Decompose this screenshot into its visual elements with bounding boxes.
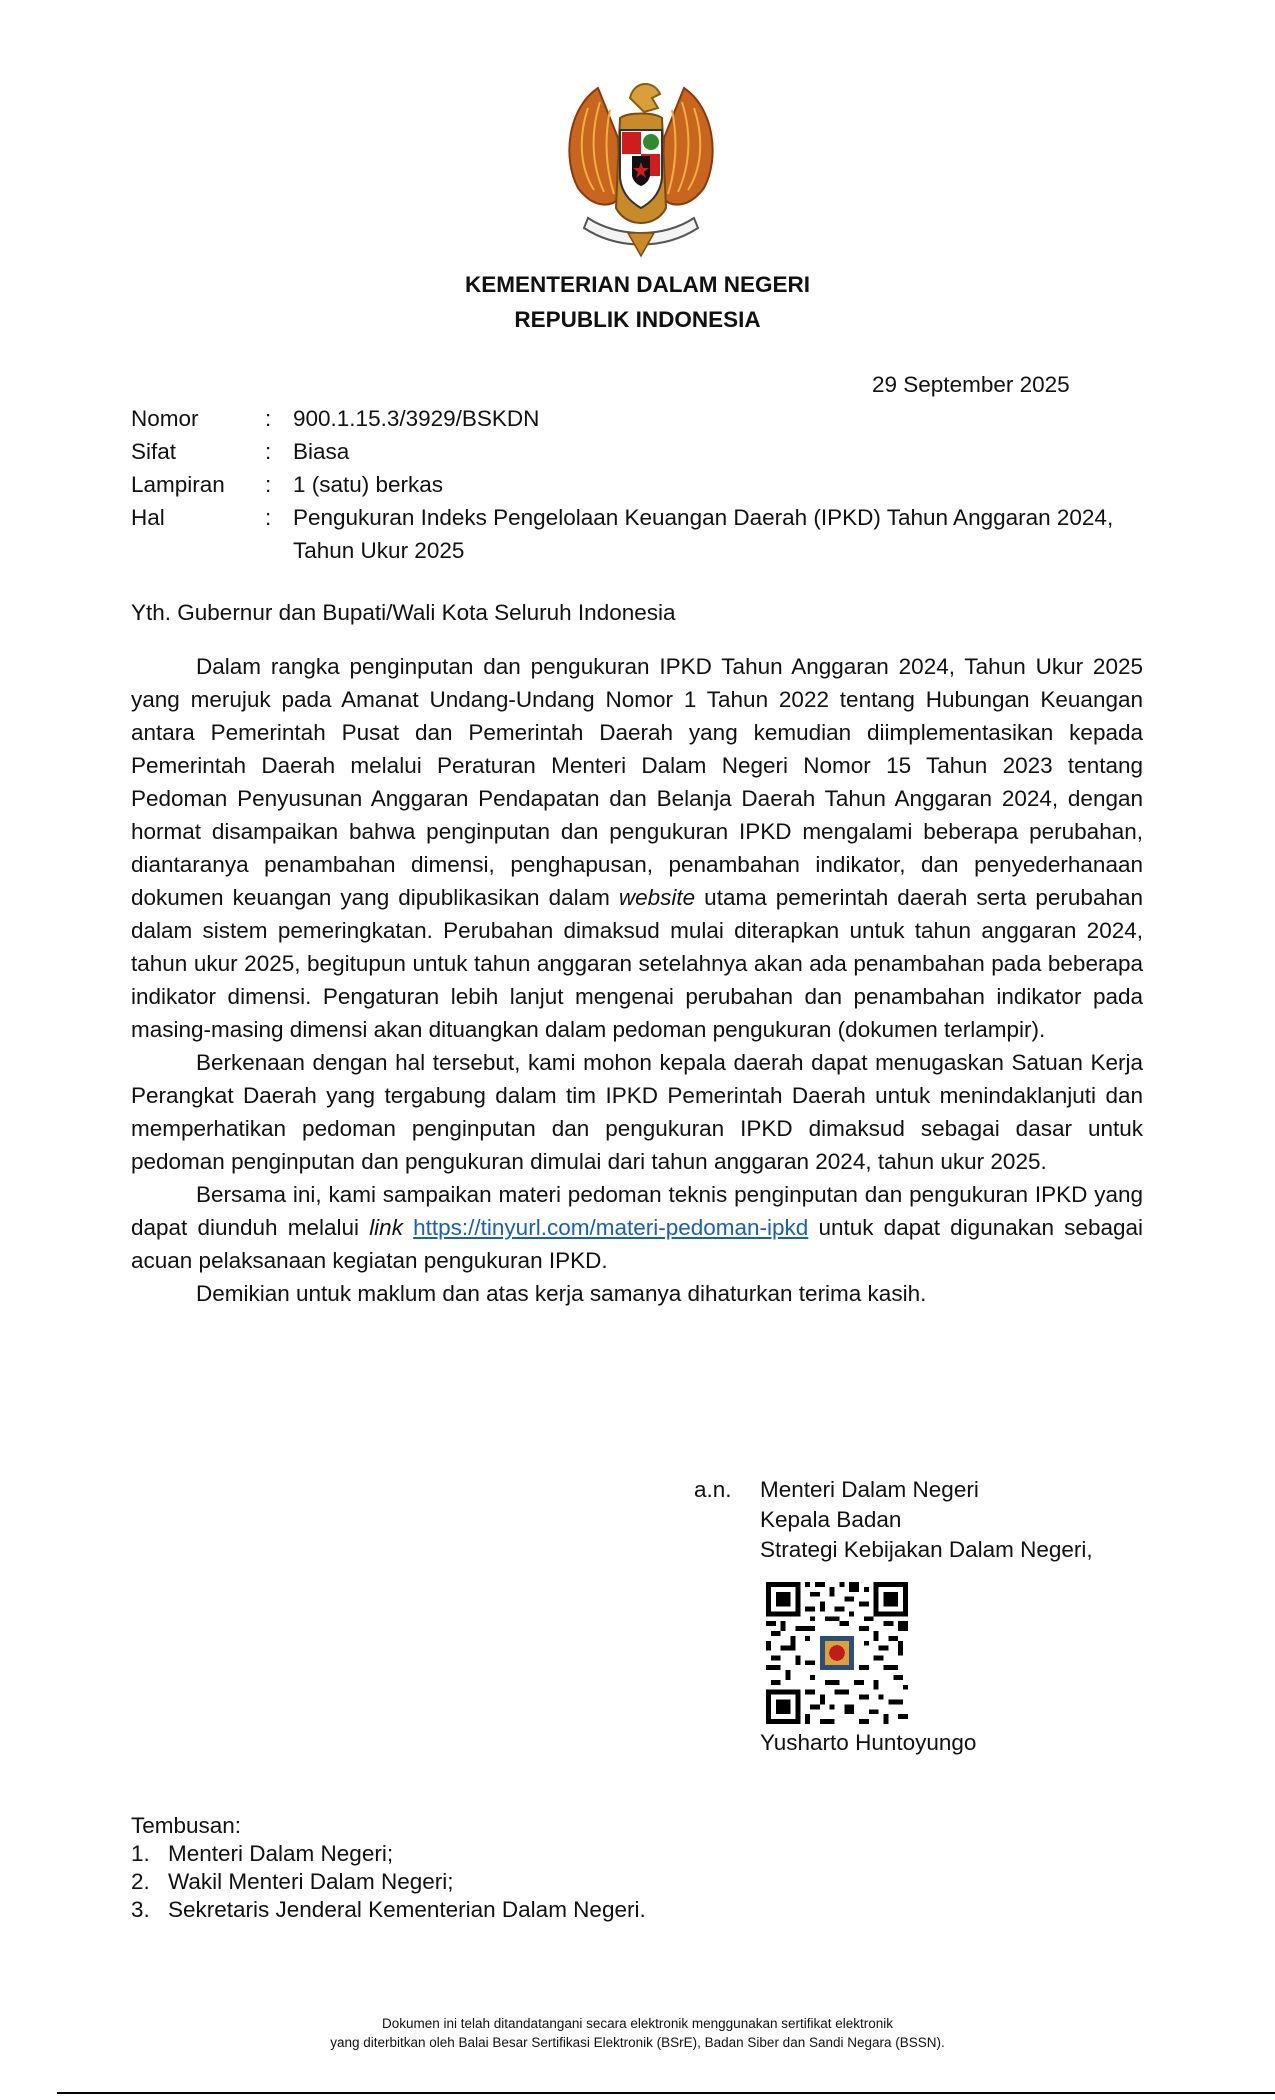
meta-row-sifat [131, 435, 1143, 468]
paragraph-text: Bersama ini, kami sampaikan materi pedoman teknis penginputan dan pengukuran IPKD yang dapat diunduh melalui [131, 1182, 1143, 1240]
ministry-name: KEMENTERIAN DALAM NEGERI [464, 272, 810, 297]
tembusan-section [131, 1812, 646, 1924]
meta-value: 1 (satu) berkas [293, 472, 444, 497]
garuda-emblem-icon [548, 68, 734, 258]
signature-line-3: Strategi Kebijakan Dalam Negeri, [760, 1537, 1093, 1562]
list-item [131, 1868, 646, 1896]
tembusan-list [131, 1840, 646, 1924]
meta-label: Nomor [131, 406, 199, 431]
tembusan-title: Tembusan: [131, 1813, 242, 1838]
meta-colon: : [265, 472, 272, 497]
list-number: 1. [131, 1841, 150, 1866]
meta-row-nomor [131, 402, 1143, 435]
paragraph-3 [131, 1178, 1143, 1277]
country-name: REPUBLIK INDONESIA [514, 307, 761, 332]
list-text: Sekretaris Jenderal Kementerian Dalam Negeri. [168, 1897, 646, 1922]
paragraph-text: utama pemerintah daerah serta perubahan dalam sistem pemeringkatan. Perubahan dimaksud mulai diterapkan untuk tahun anggaran 2024, tahun ukur 2025, begitupun untuk tahun anggaran setelahnya akan ada penambahan pada beberapa indikator dimensi. Pengaturan lebih lanjut mengenai perubahan dan penambahan indikator pada masing-masing dimensi akan dituangkan dalam pedoman pengukuran (dokumen terlampir). [131, 885, 1143, 1042]
meta-value: 900.1.15.3/3929/BSKDN [293, 406, 540, 431]
list-item [131, 1896, 646, 1924]
e-signature-notice [0, 2014, 1275, 2052]
list-text: Menteri Dalam Negeri; [168, 1841, 394, 1866]
footer-divider [57, 2092, 1275, 2094]
footer-line-2: yang diterbitkan oleh Balai Besar Sertifikasi Elektronik (BSrE), Badan Siber dan Sandi Negara (BSSN). [330, 2035, 945, 2050]
addressee: Yth. Gubernur dan Bupati/Wali Kota Seluruh Indonesia [131, 600, 676, 625]
letter-meta [131, 402, 1143, 567]
signature-line-1: Menteri Dalam Negeri [760, 1477, 979, 1502]
list-text: Wakil Menteri Dalam Negeri; [168, 1869, 454, 1894]
materials-link[interactable]: https://tinyurl.com/materi-pedoman-ipkd [413, 1215, 809, 1240]
meta-value: Biasa [293, 439, 350, 464]
letter-date: 29 September 2025 [872, 372, 1070, 397]
qr-code-icon [766, 1582, 908, 1724]
list-number: 3. [131, 1897, 150, 1922]
meta-label: Hal [131, 505, 165, 530]
list-number: 2. [131, 1869, 150, 1894]
signature-line-2: Kepala Badan [760, 1507, 902, 1532]
paragraph-2: Berkenaan dengan hal tersebut, kami mohon kepala daerah dapat menugaskan Satuan Kerja Perangkat Daerah yang tergabung dalam tim IPKD Pemerintah Daerah untuk menindaklanjuti dan memperhatikan pedoman penginputan dan pengukuran IPKD dimaksud sebagai dasar untuk pedoman penginputan dan pengukuran dimulai dari tahun anggaran 2024, tahun ukur 2025. [131, 1050, 1143, 1174]
meta-row-lampiran [131, 468, 1143, 501]
signer-name: Yusharto Huntoyungo [760, 1730, 977, 1755]
paragraph-1 [131, 650, 1143, 1046]
paragraph-text: Dalam rangka penginputan dan pengukuran IPKD Tahun Anggaran 2024, Tahun Ukur 2025 yang merujuk pada Amanat Undang-Undang Nomor 1 Tahun 2022 tentang Hubungan Keuangan antara Pemerintah Pusat dan Pemerintah Daerah yang kemudian diimplementasikan kepada Pemerintah Daerah melalui Peraturan Menteri Dalam Negeri Nomor 15 Tahun 2023 tentang Pedoman Penyusunan Anggaran Pendapatan dan Belanja Daerah Tahun Anggaran 2024, dengan hormat disampaikan bahwa penginputan dan pengukuran IPKD mengalami beberapa perubahan, diantaranya penambahan dimensi, penghapusan, penambahan indikator, dan penyederhanaan dokumen keuangan yang dipublikasikan dalam [131, 654, 1143, 910]
italic-term: link [369, 1215, 403, 1240]
italic-term: website [618, 885, 696, 910]
signature-an: a.n. [694, 1477, 732, 1502]
meta-value: Pengukuran Indeks Pengelolaan Keuangan Daerah (IPKD) Tahun Anggaran 2024, Tahun Ukur 2025 [293, 505, 1114, 563]
footer-line-1: Dokumen ini telah ditandatangani secara elektronik menggunakan sertifikat elektronik [381, 2016, 894, 2031]
meta-colon: : [265, 439, 272, 464]
meta-row-hal [131, 501, 1143, 567]
meta-colon: : [265, 406, 272, 431]
list-item [131, 1840, 646, 1868]
meta-label: Lampiran [131, 472, 225, 497]
meta-colon: : [265, 505, 272, 530]
paragraph-text: untuk dapat digunakan sebagai acuan pelaksanaan kegiatan pengukuran IPKD. [131, 1215, 1143, 1273]
paragraph-4: Demikian untuk maklum dan atas kerja samanya dihaturkan terima kasih. [196, 1281, 927, 1306]
letter-body [131, 650, 1143, 1310]
meta-label: Sifat [131, 439, 177, 464]
